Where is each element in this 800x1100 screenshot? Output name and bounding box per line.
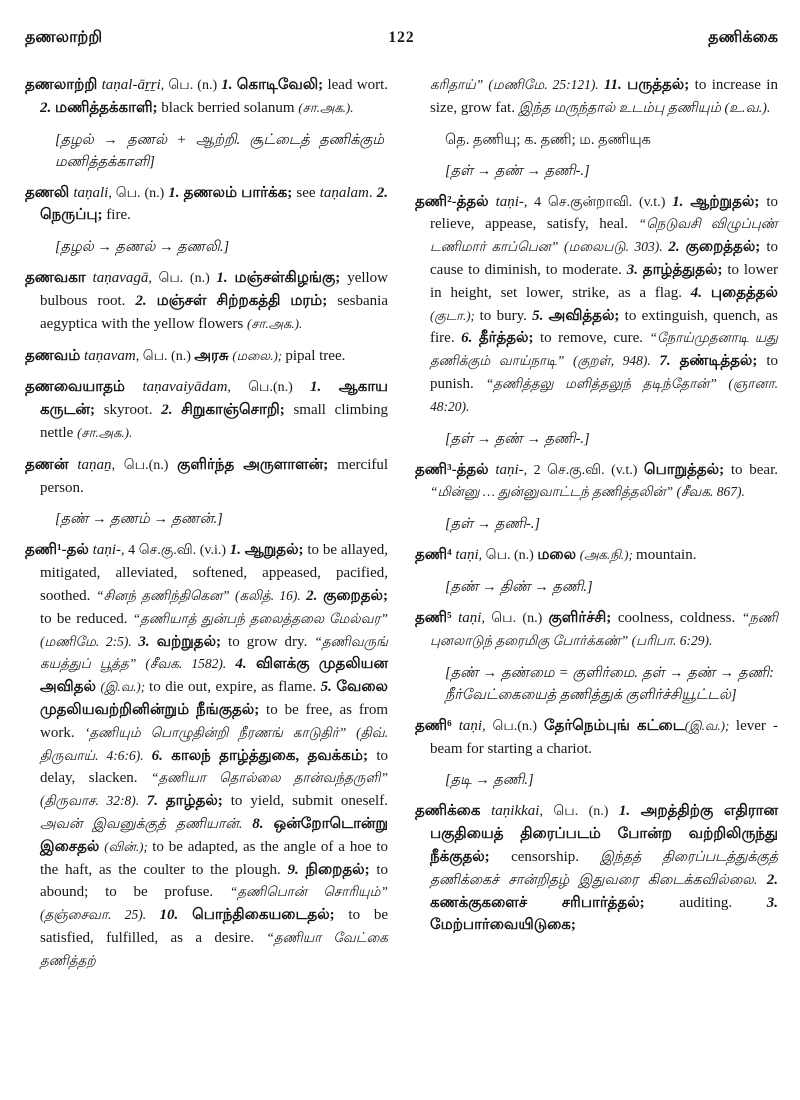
tamil-gloss: மேற்பார்வையிடுகை; <box>430 917 576 934</box>
grammar-tag: , பெ. (n.) <box>478 548 538 564</box>
sense-number: 1. <box>672 193 691 210</box>
etymology-block <box>445 576 774 598</box>
page-number: 122 <box>388 29 415 46</box>
tamil-gloss: சிறுகாஞ்சொறி; <box>181 402 294 419</box>
english-gloss: to be reduced. <box>40 610 133 627</box>
transliteration: taṇi- <box>495 461 524 478</box>
headword: தணி⁶ <box>415 717 459 734</box>
sense-number: 1. <box>618 803 641 820</box>
tamil-gloss: புதைத்தல் <box>710 284 778 301</box>
grammar-tag: , பெ. (n.) <box>481 611 549 627</box>
english-gloss: to bury. <box>479 307 533 324</box>
tamil-gloss: ஒன்றோடொன்று இசைதல் <box>40 816 389 855</box>
tamil-gloss: கணக்குகளைச் சரிபார்த்தல்; <box>430 894 680 911</box>
dictionary-entry <box>415 459 778 505</box>
etymology-text: [தண் → தண்மை = குளிர்மை. தள் → தண் → தணி: நீர்வேட்கையைத் தணித்துக் குளிர்ச்சியூட்டல்] <box>445 664 774 703</box>
etymology-block <box>445 160 774 182</box>
etymology-block <box>445 513 774 535</box>
tamil-gloss: அறத்திற்கு எதிரான பகுதியைத் திரைப்படம் போன்ற வற்றிலிருந்து நீக்குதல்; <box>430 803 778 865</box>
tamil-gloss: மஞ்சள்கிழங்கு; <box>234 270 348 287</box>
grammar-tag: , பெ. (n.) <box>108 185 169 201</box>
dictionary-entry <box>25 454 388 500</box>
tamil-gloss: விளக்கு முதலியன அவிதல் <box>40 656 389 696</box>
sense-number: 10. <box>159 907 193 924</box>
english-gloss: skyroot. <box>103 402 162 419</box>
quotation: “நோய்முதனாடி யது தணிக்கும் வாய்நாடி” (குறள், 948). <box>430 330 778 369</box>
english-gloss: to lower in height, set lower, strike, as a flag. <box>430 262 778 301</box>
tamil-gloss: பொந்திகையடைதல்; <box>192 907 349 924</box>
cognates-text: தெ. தணியு; க. தணி; ம. தணியுக <box>445 131 651 148</box>
etymology-text: [தள் → தண் → தணி-.] <box>445 162 590 179</box>
sense-number: 1. <box>216 270 235 287</box>
dictionary-entry <box>415 715 778 761</box>
usage-example: இந்த மருந்தால் உடம்பு தணியும் (உ.வ.). <box>518 100 771 116</box>
etymology-text: [தண் → தணம் → தணன்.] <box>55 511 223 528</box>
english-gloss: to delay, slacken. <box>40 747 389 787</box>
transliteration: taṇi <box>458 610 482 627</box>
sense-number: 3. <box>138 633 157 650</box>
sense-number: 2. <box>40 99 55 116</box>
sense-number: 8. <box>252 816 274 833</box>
headword: தணிக்கை <box>415 803 492 820</box>
tamil-gloss: தாழ்தல்; <box>165 793 231 810</box>
grammar-tag: , பெ.(n.) <box>111 457 178 473</box>
sense-number: 2. <box>376 184 389 201</box>
etymology-block <box>55 236 384 258</box>
etymology-block <box>55 508 384 530</box>
quotation: “மின்னு … துன்னுவாட்டந் தணித்தலின்” (சீவக. 867). <box>430 484 745 500</box>
english-gloss: to die out, expire, as flame. <box>149 679 321 696</box>
tamil-gloss: அவித்தல்; <box>548 307 625 324</box>
tamil-gloss: காலந் தாழ்த்துகை, தவக்கம்; <box>171 747 377 764</box>
etymology-block <box>445 769 774 791</box>
english-gloss: to be allayed, mitigated, alleviated, softened, appeased, pacified, soothed. <box>40 542 388 605</box>
tamil-gloss: மஞ்சள் சிற்றகத்தி மரம்; <box>156 293 338 310</box>
english-gloss: to punish. <box>430 353 778 393</box>
tamil-gloss: அரசு <box>194 347 233 364</box>
grammar-tag: , பெ. (n.) <box>135 348 195 364</box>
english-gloss: auditing. <box>679 894 767 911</box>
english-gloss: fire. <box>106 207 131 224</box>
sense-number: 7. <box>659 353 680 370</box>
english-gloss: to yield, submit oneself. <box>230 793 388 810</box>
dictionary-entry <box>415 544 778 567</box>
english-gloss: to be free, as from work. <box>40 702 388 741</box>
etymology-block <box>445 428 774 450</box>
source-ref: (இ.வ.); <box>684 717 736 733</box>
cognates-block <box>445 129 778 151</box>
tamil-gloss: நெருப்பு; <box>40 207 107 224</box>
sense-number: 1. <box>229 542 245 559</box>
english-gloss: lever - beam for starting a chariot. <box>430 717 779 757</box>
english-gloss: to increase in size, grow fat. <box>430 77 778 116</box>
sense-number: 2. <box>766 871 778 888</box>
english-gloss: to remove, cure. <box>540 330 650 347</box>
english-gloss: yellow bulbous root. <box>40 270 389 310</box>
english-gloss: coolness, coldness. <box>617 610 742 627</box>
grammar-tag: , பெ. (n.) <box>160 78 222 93</box>
english-gloss: mountain. <box>636 547 697 564</box>
transliteration: taṇal-āṟṟi <box>101 77 161 93</box>
english-gloss: to relieve, appease, satisfy, heal. <box>430 193 778 233</box>
english-gloss: pipal tree. <box>285 347 346 364</box>
etymology-text: [தழல் → தணல் + ஆற்றி. சூட்டைத் தணிக்கும் மணித்தக்காளி] <box>55 131 384 170</box>
tamil-gloss: தண்டித்தல்; <box>679 353 767 370</box>
grammar-tag: , பெ.(n.) <box>482 718 544 734</box>
transliteration: taṇaṉ <box>77 456 112 473</box>
tamil-gloss: ஆகாய கருடன்; <box>40 379 389 419</box>
source-ref: (சா.அக.). <box>77 425 133 441</box>
source-ref: (சா.அக.). <box>298 99 354 115</box>
headword: தணன் <box>25 456 78 473</box>
quotation: “நணி புனலாடுந் தரைமிகு போர்க்கண்” (பரிபா. 6:29). <box>430 610 779 648</box>
dictionary-entry <box>415 607 778 653</box>
english-gloss: to bear. <box>730 461 778 478</box>
quotation: ‘தணியும் பொழுதின்றி நீரணங் காடுதிர்” (திவ். திருவாய். 4:6:6). <box>40 724 388 763</box>
grammar-tag: , பெ. (n.) <box>539 804 619 820</box>
headword: தணி⁴ <box>415 547 456 564</box>
usage-example: இந்தத் திரைப்படத்துக்குத் தணிக்கைச் சான்றிதழ் இதுவரை கிடைக்கவில்லை. <box>430 849 779 888</box>
sense-number: 1. <box>221 77 237 93</box>
sense-number: 9. <box>287 861 306 878</box>
tamil-gloss: குறைத்தல்; <box>685 239 767 256</box>
transliteration: taṇikkai <box>491 803 540 820</box>
english-gloss: merciful person. <box>40 456 389 496</box>
headword: தணலாற்றி <box>25 77 102 93</box>
tamil-gloss: பொறுத்தல்; <box>643 461 731 478</box>
tamil-gloss: குறைதல்; <box>323 588 388 605</box>
quotation: “தணிபொன் சொரியும்” (தஞ்சைவா. 25). <box>40 884 389 923</box>
sense-number: 4. <box>690 284 711 301</box>
sense-number: 3. <box>766 894 778 911</box>
headword: தணவகா <box>25 270 93 287</box>
tamil-gloss: தீர்த்தல்; <box>478 330 540 347</box>
sense-number: 2. <box>306 588 324 605</box>
tamil-gloss: குளிர்ச்சி; <box>548 610 618 627</box>
sense-number: 4. <box>235 656 257 673</box>
transliteration: taṇavam <box>84 347 136 364</box>
etymology-text: [தழல் → தணல் → தணலி.] <box>55 239 230 256</box>
transliteration: taṇi <box>455 547 479 564</box>
tamil-gloss: வற்றுதல்; <box>156 633 229 650</box>
quotation: “நெடுவசி விழுப்புண் டணிமார் காப்பென” (மலைபடு. 303). <box>430 216 778 255</box>
grammar-tag: , பெ. (n.) <box>148 271 217 287</box>
headword: தணலி <box>25 184 74 201</box>
source-ref: (குடா.); <box>430 307 480 323</box>
quotation: “தணியா தொல்லை தான்வந்தருளி” (திருவாச. 32:8). <box>40 770 388 809</box>
dictionary-entry <box>415 191 778 419</box>
english-gloss: lead wort. <box>327 77 389 93</box>
etymology-text: [தள் → தண் → தணி-.] <box>445 430 590 447</box>
tamil-gloss: மணித்தக்காளி; <box>55 99 162 116</box>
sense-number: 6. <box>461 330 479 347</box>
transliteration: taṇi- <box>92 542 121 559</box>
english-gloss: sesbania aegyptica with the yellow flowers <box>40 293 389 332</box>
english-gloss: to be adapted, as the angle of a hoe to the haft, as the coulter to the plough. <box>40 838 389 878</box>
etymology-text: [தண் → திண் → தணி.] <box>445 579 593 596</box>
dictionary-entry <box>25 345 388 368</box>
sense-number: 2. <box>135 293 157 310</box>
dictionary-entry <box>25 539 388 972</box>
tamil-gloss: ஆற்றுதல்; <box>690 193 767 210</box>
tamil-gloss: குளிர்ந்த அருளாளன்; <box>177 456 338 473</box>
dictionary-entry <box>25 182 388 228</box>
tamil-gloss: பருத்தல்; <box>627 77 695 93</box>
tamil-gloss: தேர்நெம்புங் கட்டை <box>543 717 685 734</box>
transliteration: taṇi <box>458 717 483 734</box>
sense-number: 1. <box>310 379 339 396</box>
grammar-tag: , பெ.(n.) <box>227 380 311 396</box>
headword: தணவையாதம் <box>25 379 143 396</box>
english-gloss: censorship. <box>511 848 601 865</box>
sense-number: 2. <box>161 402 182 419</box>
grammar-tag: , 4 செ.குன்றாவி. (v.t.) <box>523 194 673 210</box>
dictionary-entry <box>25 267 388 335</box>
transliteration: taṇi- <box>495 193 524 210</box>
column-left <box>25 74 388 982</box>
headword: தணி³-த்தல் <box>415 461 496 478</box>
sense-number: 11. <box>603 77 628 93</box>
quotation: கரிதாய்” (மணிமே. 25:121). <box>430 77 604 92</box>
header-first-word: தணலாற்றி <box>25 29 103 46</box>
tamil-gloss: தாழ்த்துதல்; <box>642 262 728 279</box>
english-gloss: small climbing nettle <box>40 402 389 442</box>
sense-number: 5. <box>532 307 549 324</box>
tamil-gloss: கொடிவேலி; <box>236 77 328 93</box>
running-header <box>25 28 778 48</box>
english-gloss: to cause to diminish, to moderate. <box>430 239 778 279</box>
source-ref: (இ.வ.); <box>100 679 150 695</box>
sense-number: 7. <box>146 793 166 810</box>
transliteration: taṇavaiyādam <box>142 379 228 396</box>
grammar-tag: , 2 செ.கு.வி. (v.t.) <box>523 462 644 478</box>
sense-number: 1. <box>168 184 184 201</box>
continuation-block <box>415 74 778 120</box>
quotation: “தணித்தலு மளித்தலுந் தடிந்தோன்” (ஞானா. 48:20). <box>430 376 778 414</box>
english-gloss: black berried solanum <box>161 99 299 116</box>
source-ref: (வின்.); <box>104 838 153 854</box>
english-gloss: to extinguish, quench, as fire. <box>430 307 778 347</box>
source-ref: (மலை.); <box>232 347 286 363</box>
header-last-word: தணிக்கை <box>708 29 778 46</box>
column-right <box>415 74 778 982</box>
headword: தணவம் <box>25 347 85 364</box>
etymology-text: [தடி → தணி.] <box>445 772 534 789</box>
sense-number: 6. <box>151 747 172 764</box>
sense-number: 5. <box>320 679 337 696</box>
sense-number: 3. <box>626 262 643 279</box>
etymology-block <box>55 129 384 173</box>
grammar-tag: , 4 செ.கு.வி. (v.i.) <box>121 543 230 559</box>
headword: தணி¹-தல் <box>25 542 93 559</box>
etymology-text: [தள் → தணி-.] <box>445 516 541 533</box>
source-ref: (சா.அக.). <box>247 315 303 331</box>
etymology-block <box>445 662 774 706</box>
source-ref: (அக.நி.); <box>579 547 637 563</box>
usage-example: அவன் இவனுக்குத் தணியான். <box>40 817 253 833</box>
dictionary-entry <box>25 376 388 444</box>
english-gloss: to be satisfied, fulfilled, as a desire. <box>40 907 389 947</box>
dictionary-entry <box>415 800 778 937</box>
english-gloss: to abound; to be profuse. <box>40 861 389 901</box>
transliteration: taṇavagā <box>92 270 149 287</box>
headword: தணி²-த்தல் <box>415 193 496 210</box>
transliteration: taṇalam <box>319 184 369 201</box>
quotation: “தணியா வேட்கை தணித்தற் <box>40 930 388 968</box>
tamil-gloss: ஆறுதல்; <box>244 542 308 559</box>
tamil-gloss: வேலை முதலியவற்றினின்றும் நீங்குதல்; <box>40 679 389 719</box>
quotation: “சினந் தணிந்திகென” (கலித். 16). <box>96 588 307 604</box>
dictionary-entry <box>25 74 388 120</box>
quotation: “தணிவருங் கயத்துப் பூத்த” (சீவக. 1582). <box>40 633 388 672</box>
transliteration: taṇali <box>73 184 109 201</box>
quotation: “தணியாத் துன்பந் தலைத்தலை மேல்வர” (மணிமே. 2:5). <box>40 610 388 649</box>
english-gloss: . <box>368 184 377 201</box>
english-gloss: see <box>296 184 320 201</box>
tamil-gloss: தணலம் பார்க்க; <box>183 184 297 201</box>
headword: தணி⁵ <box>415 610 459 627</box>
tamil-gloss: நிறைதல்; <box>305 861 377 878</box>
sense-number: 2. <box>668 239 686 256</box>
tamil-gloss: மலை <box>537 547 580 564</box>
english-gloss: to grow dry. <box>228 633 315 650</box>
text-columns <box>25 74 778 982</box>
